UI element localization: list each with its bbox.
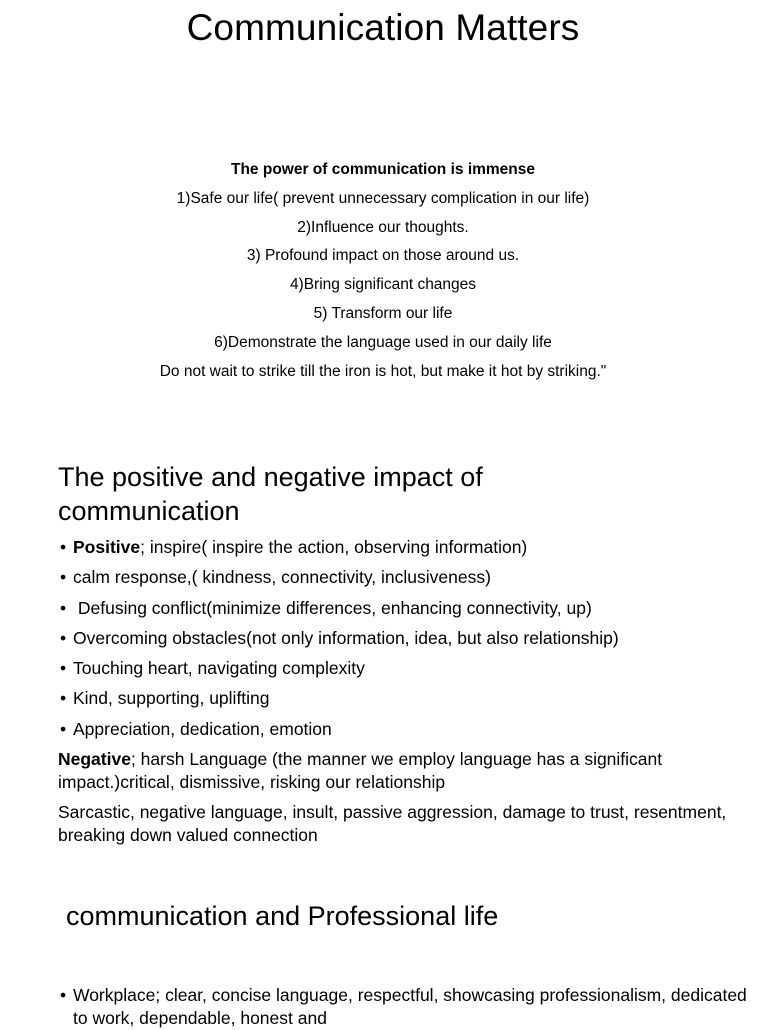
list-item <box>60 534 750 564</box>
impact-section-heading: The positive and negative impact of communication <box>58 462 483 526</box>
bullet-text: Touching heart, navigating complexity <box>73 658 365 679</box>
bullet-icon: • <box>60 537 67 557</box>
list-item <box>60 716 750 746</box>
power-line: 5) Transform our life <box>313 304 453 322</box>
list-item <box>60 984 750 1030</box>
list-item <box>60 564 750 594</box>
slide-title: Communication Matters <box>186 7 580 48</box>
negative-paragraph <box>58 748 748 793</box>
bullet-icon: • <box>60 658 67 679</box>
bullet-icon: • <box>60 718 67 739</box>
list-item <box>60 595 750 625</box>
professional-section-heading: communication and Professional life <box>66 901 499 931</box>
list-item <box>60 685 750 715</box>
bullet-text: Appreciation, dedication, emotion <box>73 718 332 739</box>
power-quote: Do not wait to strike till the iron is hot, but make it hot by striking." <box>159 362 607 380</box>
bullet-text: Workplace; clear, concise language, respectful, showcasing professionalism, dedicated to work, dependable, honest and <box>73 985 747 1028</box>
power-line: 3) Profound impact on those around us. <box>246 247 520 265</box>
power-line: 4)Bring significant changes <box>289 276 477 294</box>
bullet-icon: • <box>60 597 67 618</box>
professional-bullet-list <box>60 984 750 1030</box>
bullet-text: Kind, supporting, uplifting <box>73 688 270 709</box>
list-item <box>60 625 750 655</box>
power-heading: The power of communication is immense <box>230 161 536 178</box>
power-of-communication-block <box>0 156 766 386</box>
power-line: 2)Influence our thoughts. <box>297 218 469 236</box>
bullet-text: calm response,( kindness, connectivity, inclusiveness) <box>73 567 491 588</box>
bullet-icon: • <box>60 688 67 709</box>
list-item <box>60 655 750 685</box>
negative-text: ; harsh Language (the manner we employ language has a significant impact.)critical, dismissive, risking our relationship <box>58 749 663 792</box>
positive-text: ; inspire( inspire the action, observing information) <box>140 537 528 557</box>
power-line: 6)Demonstrate the language used in our daily life <box>214 333 552 351</box>
positive-label: Positive <box>73 537 141 557</box>
bullet-text: Defusing conflict(minimize differences, enhancing connectivity, up) <box>73 597 592 618</box>
negative-label: Negative <box>58 749 131 769</box>
bullet-text: Overcoming obstacles(not only information, idea, but also relationship) <box>73 627 619 648</box>
impact-bullet-list <box>60 534 750 746</box>
sarcastic-paragraph: Sarcastic, negative language, insult, passive aggression, damage to trust, resentment, breaking down valued connection <box>58 802 727 845</box>
power-line: 1)Safe our life( prevent unnecessary complication in our life) <box>176 189 590 207</box>
bullet-icon: • <box>60 567 67 588</box>
bullet-icon: • <box>60 627 67 648</box>
bullet-icon: • <box>60 985 67 1005</box>
